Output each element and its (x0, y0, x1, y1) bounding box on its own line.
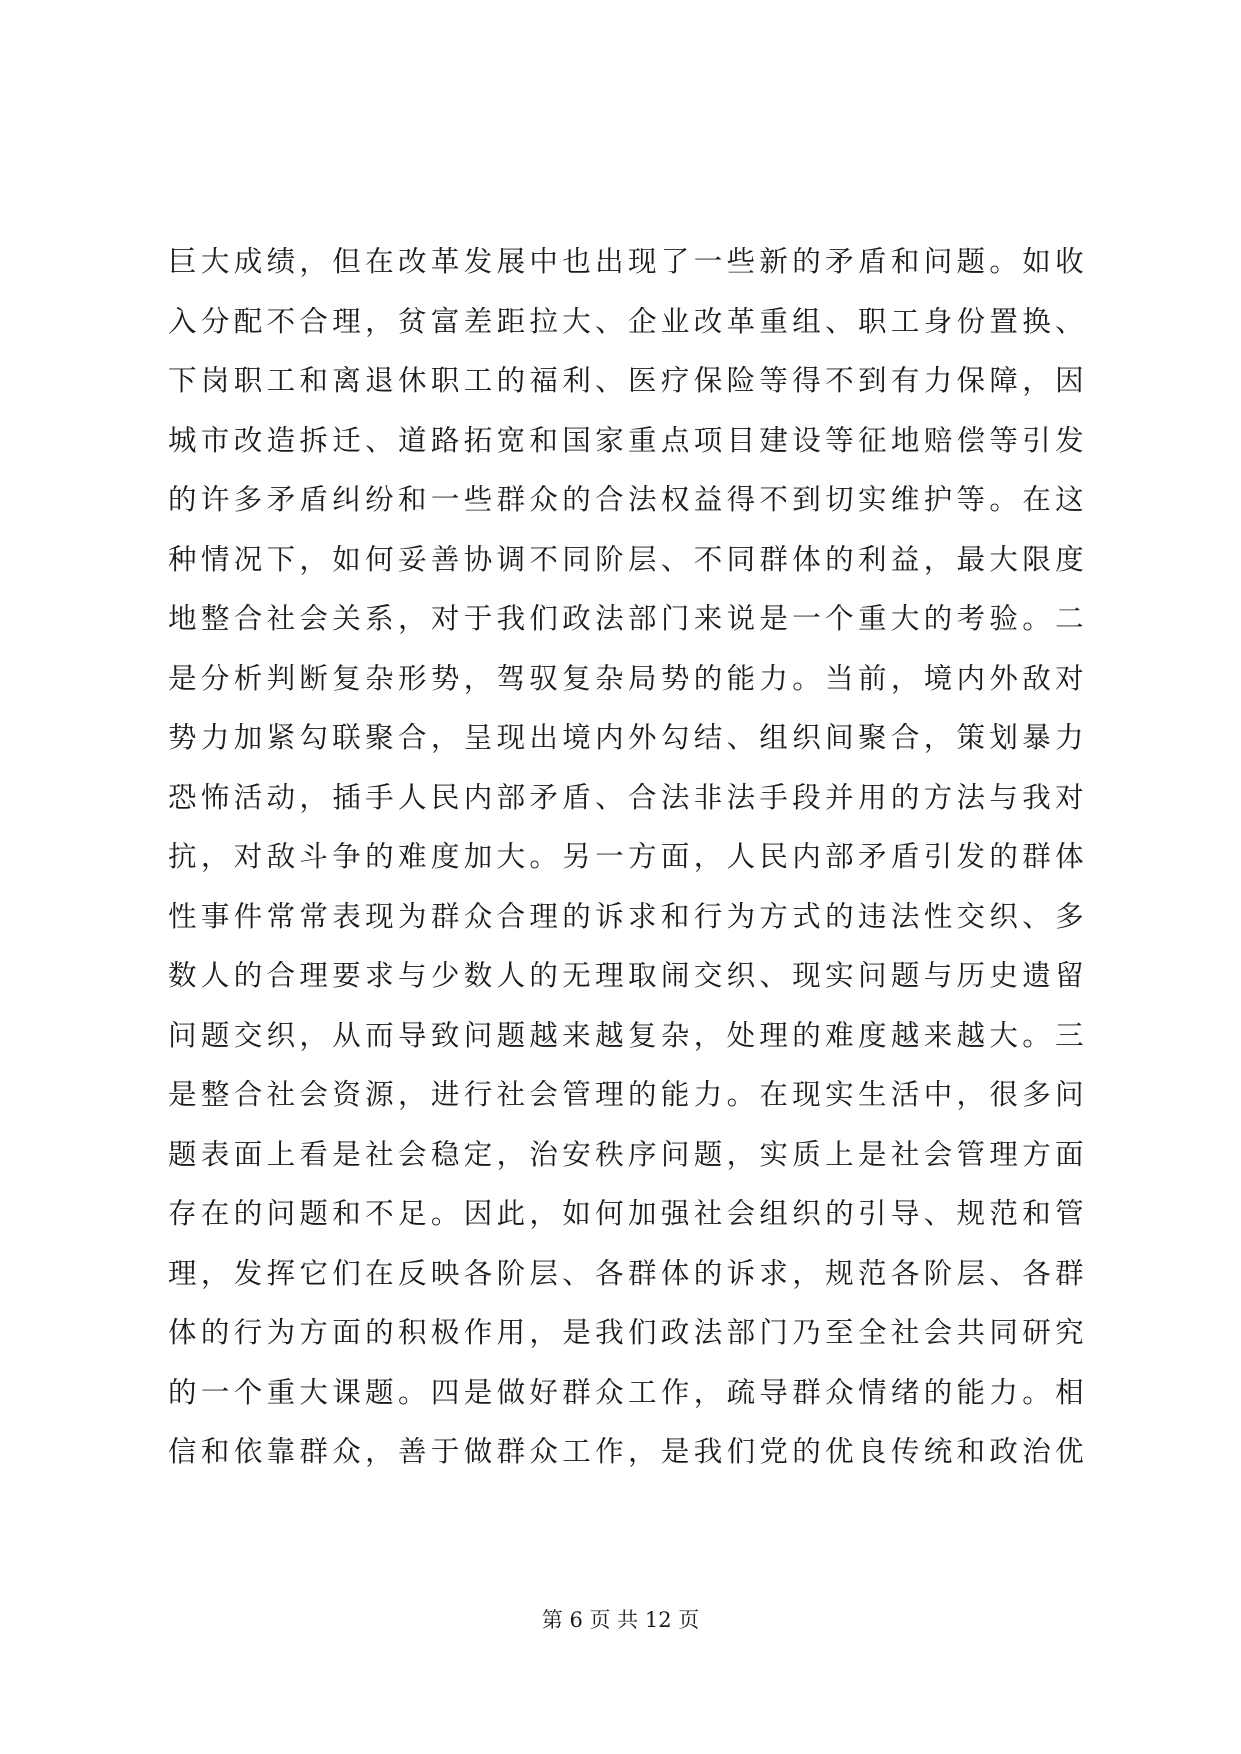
text-line: 恐怖活动，插手人民内部矛盾、合法非法手段并用的方法与我对 (168, 780, 1088, 814)
text-line: 题表面上看是社会稳定，治安秩序问题，实质上是社会管理方面 (168, 1137, 1088, 1171)
page-number-footer: 第 6 页 共 12 页 (541, 1608, 700, 1632)
text-line: 地整合社会关系，对于我们政法部门来说是一个重大的考验。二 (168, 602, 1088, 635)
text-line: 势力加紧勾联聚合，呈现出境内外勾结、组织间聚合，策划暴力 (168, 721, 1088, 754)
body-text (168, 232, 1088, 1482)
text-line: 的一个重大课题。四是做好群众工作，疏导群众情绪的能力。相 (168, 1375, 1088, 1409)
text-line: 巨大成绩，但在改革发展中也出现了一些新的矛盾和问题。如收 (168, 245, 1088, 278)
text-line: 理，发挥它们在反映各阶层、各群体的诉求，规范各阶层、各群 (168, 1256, 1088, 1290)
text-line: 信和依靠群众，善于做群众工作，是我们党的优良传统和政治优 (168, 1435, 1088, 1468)
text-line: 存在的问题和不足。因此，如何加强社会组织的引导、规范和管 (168, 1197, 1088, 1230)
text-line: 种情况下，如何妥善协调不同阶层、不同群体的利益，最大限度 (168, 542, 1088, 576)
text-line: 体的行为方面的积极作用，是我们政法部门乃至全社会共同研究 (168, 1316, 1088, 1349)
text-line: 的许多矛盾纠纷和一些群众的合法权益得不到切实维护等。在这 (168, 483, 1088, 516)
text-line: 下岗职工和离退休职工的福利、医疗保险等得不到有力保障，因 (168, 364, 1088, 397)
text-line: 性事件常常表现为群众合理的诉求和行为方式的违法性交织、多 (168, 899, 1088, 933)
text-line: 是整合社会资源，进行社会管理的能力。在现实生活中，很多问 (168, 1078, 1088, 1111)
text-line: 入分配不合理，贫富差距拉大、企业改革重组、职工身份置换、 (168, 304, 1088, 338)
text-line: 是分析判断复杂形势，驾驭复杂局势的能力。当前，境内外敌对 (168, 661, 1088, 695)
text-line: 抗，对敌斗争的难度加大。另一方面，人民内部矛盾引发的群体 (168, 840, 1088, 873)
text-line: 城市改造拆迁、道路拓宽和国家重点项目建设等征地赔偿等引发 (168, 423, 1088, 457)
text-line: 数人的合理要求与少数人的无理取闹交织、现实问题与历史遗留 (168, 959, 1088, 992)
text-line: 问题交织，从而导致问题越来越复杂，处理的难度越来越大。三 (168, 1018, 1088, 1052)
